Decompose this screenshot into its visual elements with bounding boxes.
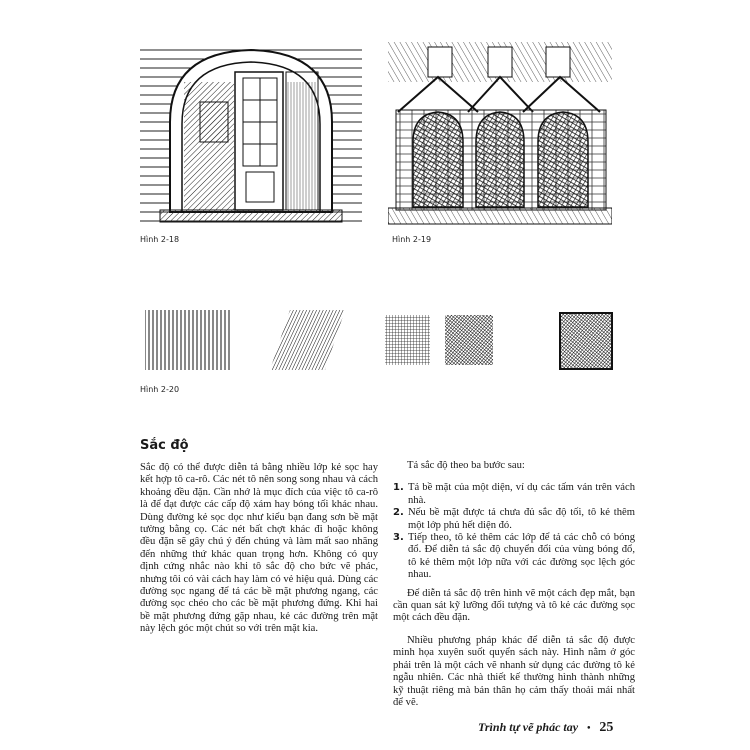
figure-2-18-doorway-sketch [140,42,362,224]
figure-2-19-facade-sketch [388,42,612,227]
footer-bullet: • [586,724,592,734]
swatch-vertical-lines [145,310,230,370]
right-paragraph-1: Để diễn tả sắc độ trên hình vẽ một cách đẹp mắt, bạn cần quan sát kỹ lưỡng đối tượng và tô kẻ các đường sọc một cách đều đặn. [393,587,635,624]
right-column [393,460,635,709]
steps-list [393,482,635,581]
running-title: Trình tự vẽ phác tay [478,720,579,734]
figure-2-18-caption: Hình 2-18 [140,235,180,244]
page-footer [478,720,613,736]
figure-2-20-shading-swatches [140,305,620,375]
step-item: 1. Tả bề mặt của một diện, ví dụ các tấm ván trên vách nhà. [393,482,635,506]
figure-2-19-caption: Hình 2-19 [392,235,432,244]
left-body-paragraph: Sắc độ có thể được diễn tả bằng nhiều lớp kẻ sọc hay kết hợp tô ca-rô. Các nét tô nên song song nhau và cách khoảng đều đặn. Cần nhớ là mục đích của việc tô ca-rô là để đạt được các cấp độ xám hay bóng tối khác nhau. Dùng đường kẻ sọc dọc như kiểu bạn đang sơn bề mặt tường bằng cọ. Các nét bất chợt khác đi hoặc không đều đặn sẽ gây chú ý đến chúng và làm mất sao nhãng đến những thứ khác quan trọng hơn. Không có quy định cứng nhắc nào khi tô sắc độ cho bức vẽ phác, nhưng tôi có vài cách hay làm có vẻ hiệu quả. Dùng các đường sọc ngang để tả các bề mặt phương ngang, các đường sọc chéo cho các bề mặt phương đứng. Khi hai bề mặt phương đứng gặp nhau, kẻ các đường trên mặt này lệch góc một chút so với trên mặt kia. [140,462,378,635]
figure-2-20-caption: Hình 2-20 [140,385,180,394]
steps-intro: Tả sắc độ theo ba bước sau: [407,460,525,471]
step-item: 2. Nếu bề mặt được tả chưa đủ sắc độ tối, tô kẻ thêm một lớp phủ hết diện đó. [393,507,635,531]
section-heading: Sắc độ [140,438,189,453]
swatch-dense-crosshatch [445,315,493,365]
step-item: 3. Tiếp theo, tô kẻ thêm các lớp để tả các chỗ có bóng đổ. Để diễn tả sắc độ chuyển đổi của vùng bóng đổ, tô kẻ thêm một lớp nữa với các đường sọc lệch góc nhau. [393,532,635,581]
page-number: 25 [599,720,614,735]
right-paragraph-2: Nhiều phương pháp khác để diễn tả sắc độ được minh họa xuyên suốt quyển sách này. Hình nằm ở góc phải trên là một cách vẽ nhanh sử dụng các đường tô kẻ ngẫu nhiên. Các nhà thiết kế thường hình thành những kỹ thuật riêng mà bản thân họ cảm thấy thoải mái nhất để vẽ. [393,634,635,708]
swatch-diagonal-lines [270,310,345,370]
swatch-crosshatch [385,315,430,365]
swatch-scribble [560,313,612,369]
